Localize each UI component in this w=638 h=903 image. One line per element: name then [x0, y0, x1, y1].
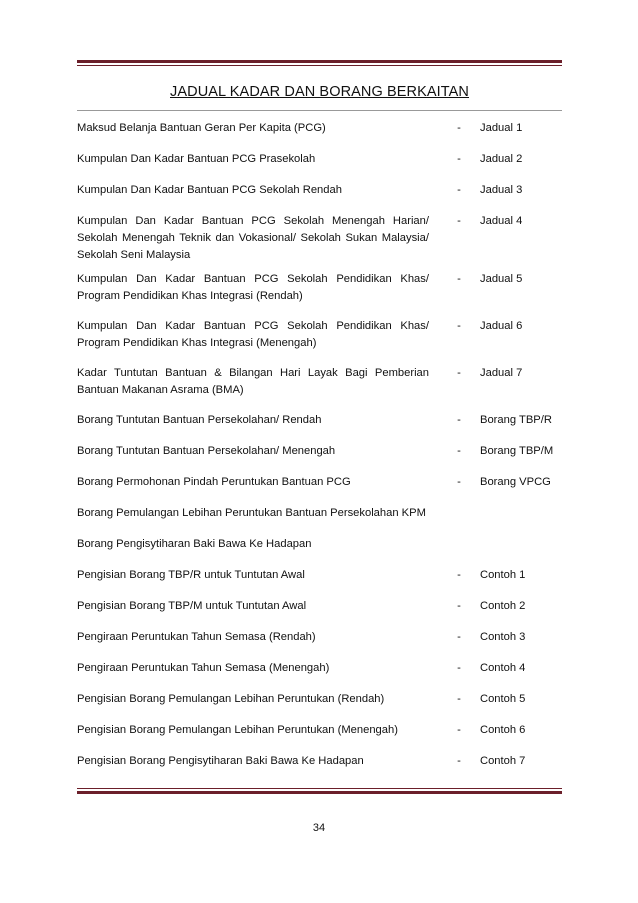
row-description: Kumpulan Dan Kadar Bantuan PCG Prasekolah: [77, 153, 316, 165]
header-rule-thin: [77, 65, 562, 66]
row-reference: Jadual 7: [480, 367, 523, 379]
row-description: Borang Pengisytiharan Baki Bawa Ke Hadapan: [77, 538, 312, 550]
row-description: Kumpulan Dan Kadar Bantuan PCG Sekolah Pendidikan Khas/ Program Pendidikan Khas Integrasi (Rendah): [77, 273, 429, 302]
row-dash: -: [457, 476, 461, 488]
row-dash: -: [457, 320, 461, 332]
row-description: Borang Permohonan Pindah Peruntukan Bantuan PCG: [77, 476, 351, 488]
row-description: Pengisian Borang Pemulangan Lebihan Peruntukan (Rendah): [77, 693, 385, 705]
row-description: Kumpulan Dan Kadar Bantuan PCG Sekolah Menengah Harian/ Sekolah Menengah Teknik dan Vokasional/ Sekolah Sukan Malaysia/ Sekolah Seni Malaysia: [77, 215, 429, 261]
row-reference: Jadual 3: [480, 184, 523, 196]
row-reference: Jadual 5: [480, 273, 523, 285]
row-description: Pengiraan Peruntukan Tahun Semasa (Rendah): [77, 631, 316, 643]
row-reference: Borang TBP/R: [480, 414, 552, 426]
row-reference: Contoh 7: [480, 755, 526, 767]
row-dash: -: [457, 273, 461, 285]
row-reference: Contoh 4: [480, 662, 526, 674]
row-description: Pengisian Borang TBP/R untuk Tuntutan Awal: [77, 569, 305, 581]
row-description: Kumpulan Dan Kadar Bantuan PCG Sekolah Pendidikan Khas/ Program Pendidikan Khas Integrasi (Menengah): [77, 320, 429, 349]
row-dash: -: [457, 414, 461, 426]
row-reference: Jadual 2: [480, 153, 523, 165]
row-description: Pengiraan Peruntukan Tahun Semasa (Menengah): [77, 662, 330, 674]
row-description: Pengisian Borang TBP/M untuk Tuntutan Awal: [77, 600, 307, 612]
row-reference: Contoh 1: [480, 569, 526, 581]
footer-rule-thin: [77, 788, 562, 789]
row-reference: Jadual 6: [480, 320, 523, 332]
page-number: 34: [312, 822, 326, 834]
page-title: JADUAL KADAR DAN BORANG BERKAITAN: [170, 84, 469, 100]
row-dash: -: [457, 445, 461, 457]
row-description: Pengisian Borang Pemulangan Lebihan Peruntukan (Menengah): [77, 724, 398, 736]
row-description: Kadar Tuntutan Bantuan & Bilangan Hari Layak Bagi Pemberian Bantuan Makanan Asrama (BMA): [77, 367, 429, 396]
row-dash: -: [457, 569, 461, 581]
row-dash: -: [457, 153, 461, 165]
row-reference: Borang TBP/M: [480, 445, 554, 457]
row-description: Kumpulan Dan Kadar Bantuan PCG Sekolah Rendah: [77, 184, 342, 196]
row-description: Pengisian Borang Pengisytiharan Baki Bawa Ke Hadapan: [77, 755, 364, 767]
row-reference: Jadual 4: [480, 215, 523, 227]
row-description: Borang Pemulangan Lebihan Peruntukan Bantuan Persekolahan KPM: [77, 507, 426, 519]
footer-rule-thick: [77, 791, 562, 794]
row-dash: -: [457, 184, 461, 196]
row-reference: Contoh 6: [480, 724, 526, 736]
row-dash: -: [457, 724, 461, 736]
row-description: Maksud Belanja Bantuan Geran Per Kapita (PCG): [77, 122, 326, 134]
row-dash: -: [457, 755, 461, 767]
row-reference: Jadual 1: [480, 122, 523, 134]
header-rule-thick: [77, 60, 562, 63]
row-dash: -: [457, 600, 461, 612]
row-description: Borang Tuntutan Bantuan Persekolahan/ Rendah: [77, 414, 322, 426]
row-dash: -: [457, 215, 461, 227]
row-reference: Contoh 5: [480, 693, 526, 705]
row-dash: -: [457, 367, 461, 379]
row-reference: Contoh 2: [480, 600, 526, 612]
row-dash: -: [457, 122, 461, 134]
row-dash: -: [457, 631, 461, 643]
row-dash: -: [457, 693, 461, 705]
row-reference: Contoh 3: [480, 631, 526, 643]
title-divider: [77, 110, 562, 111]
row-reference: Borang VPCG: [480, 476, 551, 488]
row-dash: -: [457, 662, 461, 674]
row-description: Borang Tuntutan Bantuan Persekolahan/ Menengah: [77, 445, 336, 457]
